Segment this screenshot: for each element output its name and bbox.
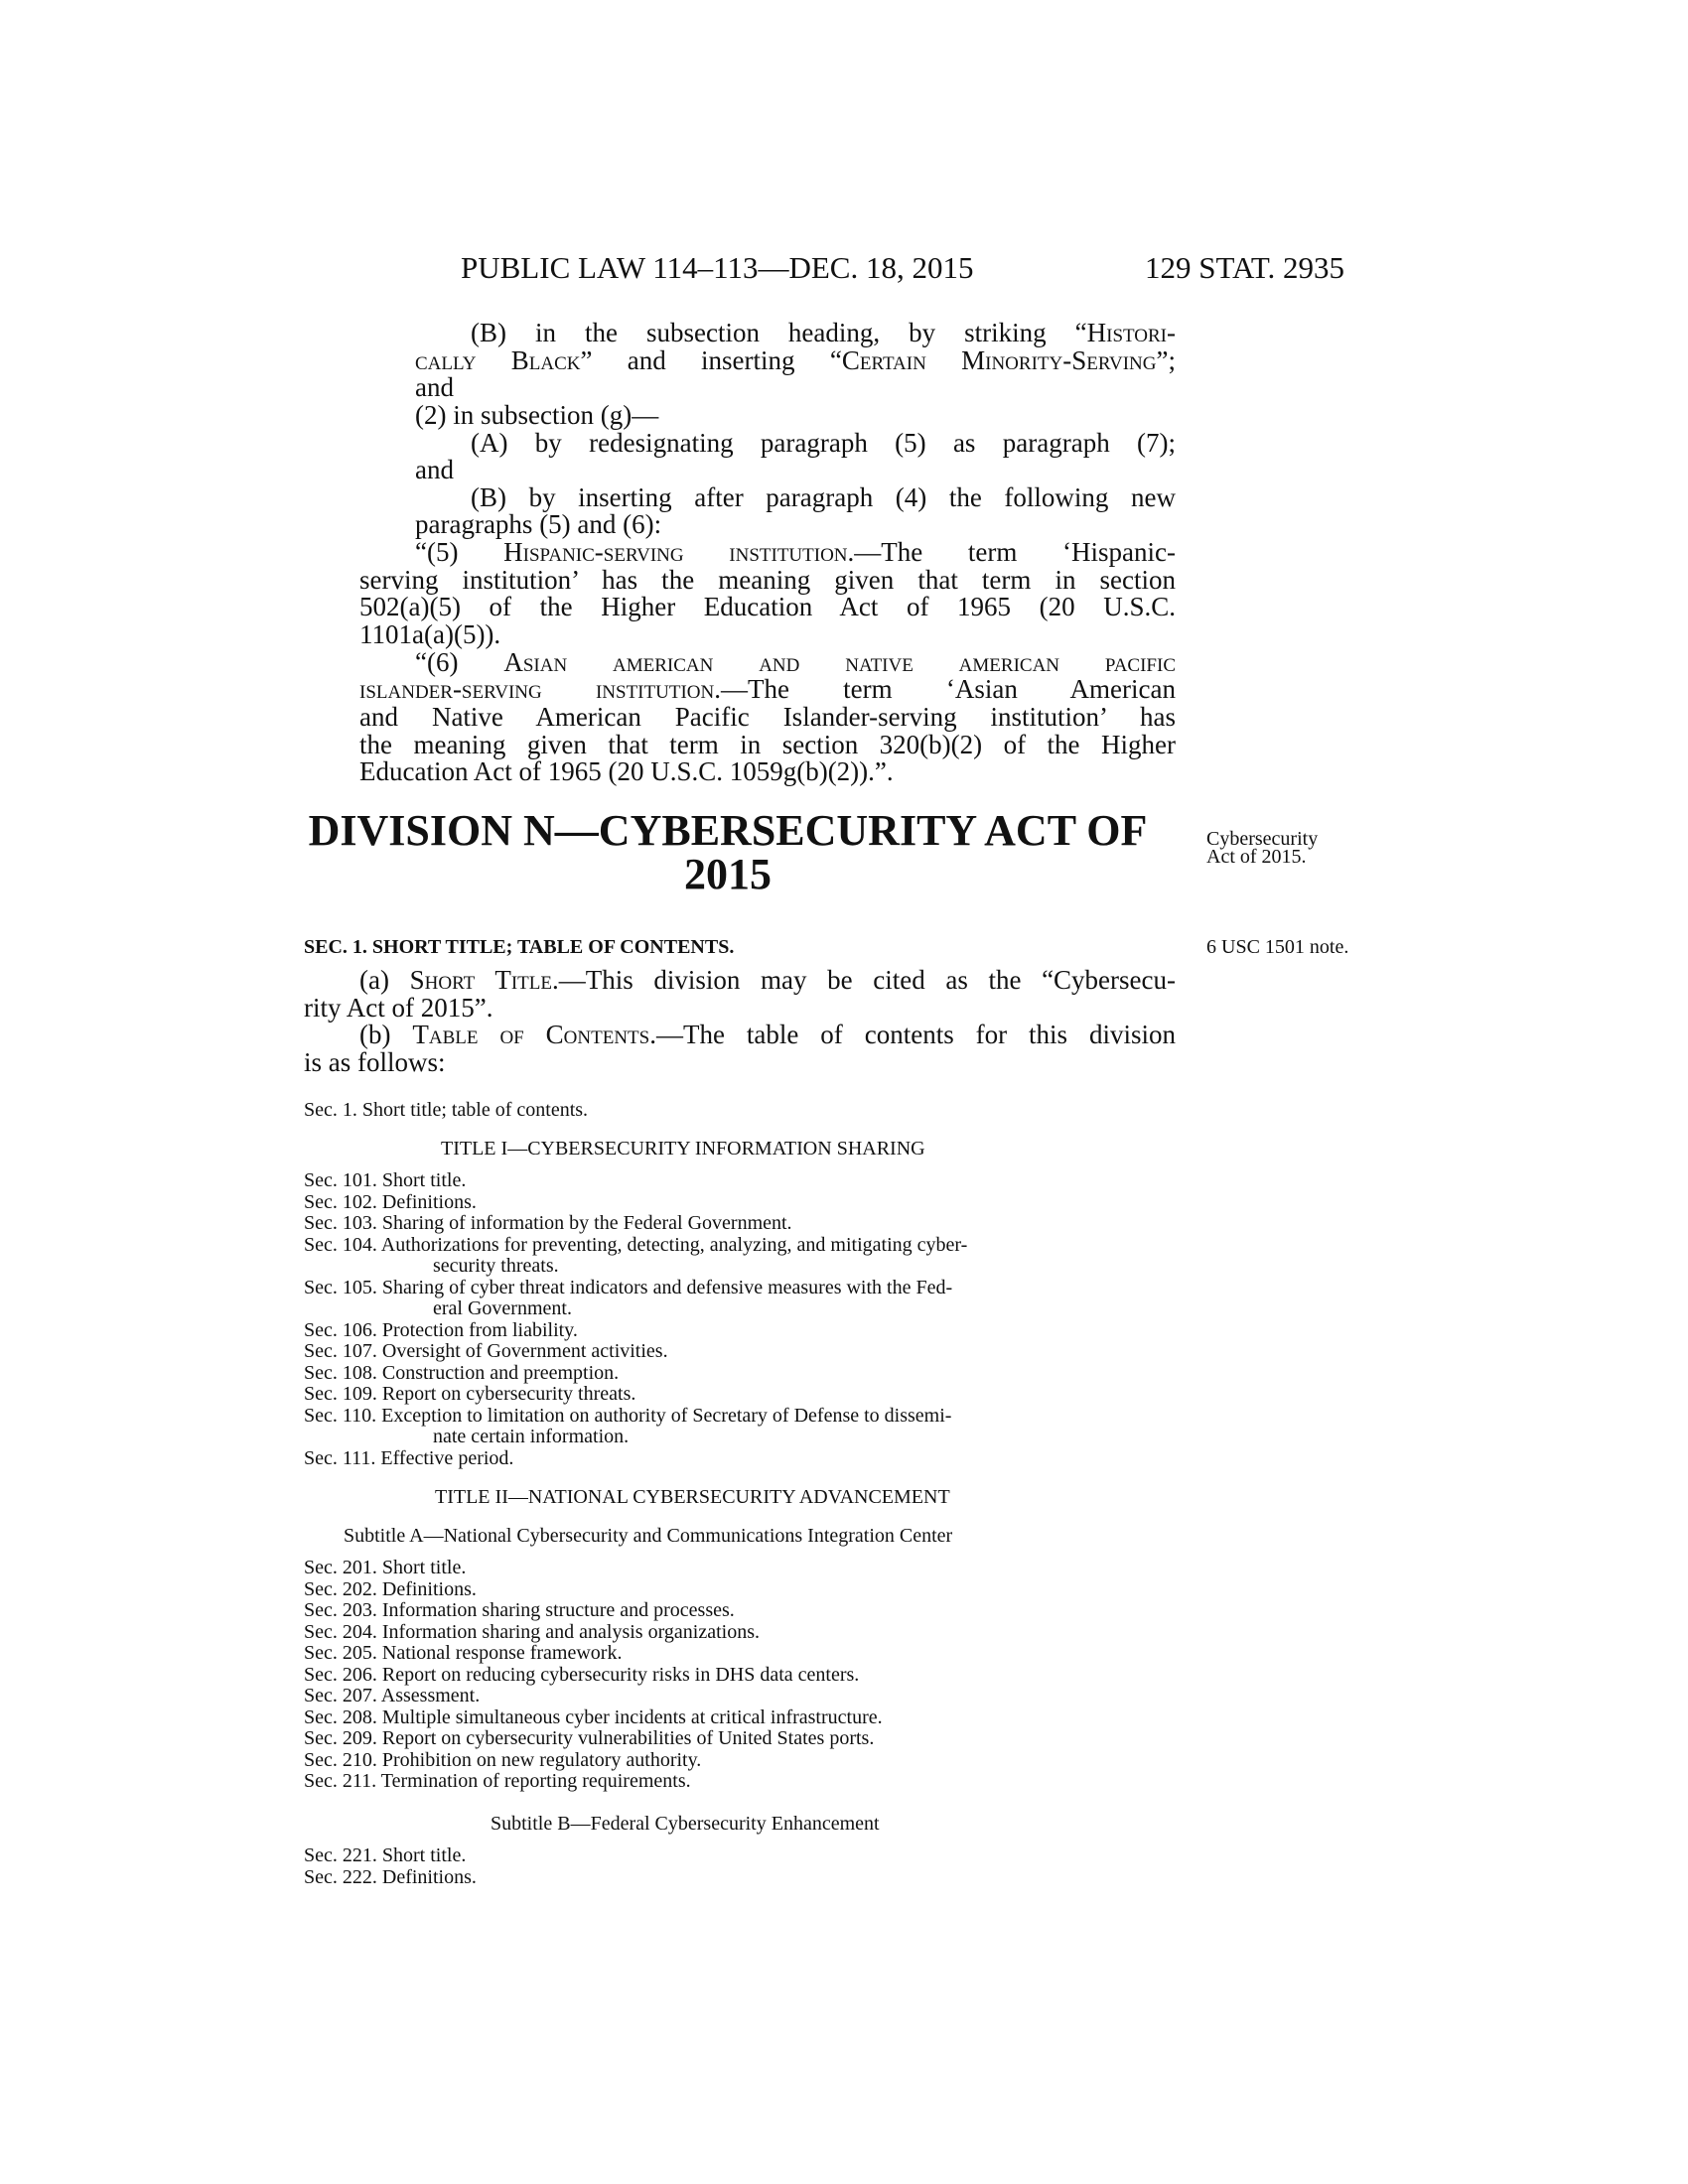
p1-line1: (B) in the subsection heading, by striking “Histori- bbox=[471, 318, 1176, 347]
toc-subtitle-b: Subtitle B—Federal Cybersecurity Enhancement bbox=[491, 1813, 880, 1835]
toc-row: Sec. 108. Construction and preemption. bbox=[304, 1361, 620, 1384]
toc-row: Sec. 107. Oversight of Government activities. bbox=[304, 1340, 668, 1362]
short-title-line2: rity Act of 2015”. bbox=[304, 993, 493, 1023]
short-title-line1: (a) Short Title.—This division may be cited as the “Cybersecu- bbox=[359, 965, 1176, 995]
division-heading-line2: 2015 bbox=[684, 850, 772, 898]
p4-line1: (B) by inserting after paragraph (4) the following new bbox=[471, 482, 1176, 512]
toc-row: Sec. 208. Multiple simultaneous cyber incidents at critical infrastructure. bbox=[304, 1706, 883, 1728]
margin-note-line2: Act of 2015. bbox=[1206, 846, 1307, 868]
division-heading-line1: DIVISION N—CYBERSECURITY ACT OF bbox=[308, 806, 1148, 855]
p1-line2: cally Black” and inserting “Certain Minority-Serving”; bbox=[415, 345, 1176, 375]
toc-row-continuation: eral Government. bbox=[433, 1297, 572, 1319]
division-heading bbox=[281, 806, 1175, 898]
toc-sec1: Sec. 1. Short title; table of contents. bbox=[304, 1099, 589, 1121]
toc-row: Sec. 211. Termination of reporting requirements. bbox=[304, 1770, 691, 1792]
toc-row: Sec. 109. Report on cybersecurity threats. bbox=[304, 1383, 636, 1405]
p6-line4: the meaning given that term in section 320(b)(2) of the Higher bbox=[359, 730, 1176, 759]
p3-line2: and bbox=[415, 455, 454, 484]
toc-row: Sec. 221. Short title. bbox=[304, 1844, 467, 1866]
toc-row-continuation: security threats. bbox=[433, 1255, 559, 1277]
p5-line2: serving institution’ has the meaning given that term in section bbox=[359, 565, 1176, 595]
toc-row: Sec. 207. Assessment. bbox=[304, 1685, 481, 1706]
toc-row: Sec. 203. Information sharing structure and processes. bbox=[304, 1599, 735, 1621]
toc-row: Sec. 204. Information sharing and analysis organizations. bbox=[304, 1620, 760, 1643]
toc-title-2: TITLE II—NATIONAL CYBERSECURITY ADVANCEMENT bbox=[435, 1486, 950, 1508]
toc-row: Sec. 104. Authorizations for preventing, detecting, analyzing, and mitigating cyber- bbox=[304, 1233, 968, 1256]
toc-title-1: TITLE I—CYBERSECURITY INFORMATION SHARING bbox=[441, 1138, 925, 1160]
toc-row: Sec. 103. Sharing of information by the Federal Government. bbox=[304, 1212, 792, 1234]
p5-line3: 502(a)(5) of the Higher Education Act of 1965 (20 U.S.C. bbox=[359, 592, 1176, 621]
toc-row: Sec. 209. Report on cybersecurity vulnerabilities of United States ports. bbox=[304, 1727, 875, 1749]
p4-line2: paragraphs (5) and (6): bbox=[415, 509, 662, 539]
toc-row: Sec. 205. National response framework. bbox=[304, 1642, 623, 1664]
toc-row: Sec. 202. Definitions. bbox=[304, 1577, 477, 1600]
toc-row: Sec. 210. Prohibition on new regulatory authority. bbox=[304, 1748, 702, 1771]
p3-line1: (A) by redesignating paragraph (5) as paragraph (7); bbox=[471, 428, 1176, 458]
p1-line3: and bbox=[415, 372, 454, 402]
toc-row: Sec. 101. Short title. bbox=[304, 1169, 467, 1191]
toc-row: Sec. 105. Sharing of cyber threat indicators and defensive measures with the Fed- bbox=[304, 1276, 953, 1298]
margin-note-usc: 6 USC 1501 note. bbox=[1206, 936, 1349, 958]
p5-line4: 1101a(a)(5)). bbox=[359, 619, 501, 649]
toc-row: Sec. 102. Definitions. bbox=[304, 1190, 477, 1213]
toc-row: Sec. 106. Protection from liability. bbox=[304, 1318, 578, 1341]
margin-note-division bbox=[1206, 830, 1318, 866]
running-header-stat: 129 STAT. 2935 bbox=[1145, 250, 1345, 285]
toc-row: Sec. 222. Definitions. bbox=[304, 1865, 477, 1888]
p5-line1: “(5) Hispanic-serving institution.—The term ‘Hispanic- bbox=[415, 537, 1176, 567]
p2-line1: (2) in subsection (g)— bbox=[415, 400, 659, 430]
toc-row: Sec. 110. Exception to limitation on authority of Secretary of Defense to dissemi- bbox=[304, 1404, 952, 1427]
toc-intro-line1: (b) Table of Contents.—The table of contents for this division bbox=[359, 1020, 1176, 1049]
margin-note-line1: Cybersecurity bbox=[1206, 828, 1319, 850]
toc-row: Sec. 206. Report on reducing cybersecurity risks in DHS data centers. bbox=[304, 1663, 860, 1686]
toc-row: Sec. 111. Effective period. bbox=[304, 1446, 514, 1469]
p6-line1: “(6) Asian american and native american pacific bbox=[415, 647, 1176, 677]
running-header-law: PUBLIC LAW 114–113—DEC. 18, 2015 bbox=[461, 250, 974, 285]
p6-line3: and Native American Pacific Islander-serving institution’ has bbox=[359, 702, 1176, 732]
toc-row: Sec. 201. Short title. bbox=[304, 1557, 467, 1578]
toc-intro-line2: is as follows: bbox=[304, 1047, 446, 1077]
toc-row-continuation: nate certain information. bbox=[433, 1426, 630, 1447]
p6-line5: Education Act of 1965 (20 U.S.C. 1059g(b)(2)).”. bbox=[359, 756, 894, 786]
toc-subtitle-a: Subtitle A—National Cybersecurity and Communications Integration Center bbox=[344, 1525, 953, 1547]
p6-line2: islander-serving institution.—The term ‘Asian American bbox=[359, 674, 1176, 704]
section-heading: SEC. 1. SHORT TITLE; TABLE OF CONTENTS. bbox=[304, 936, 735, 958]
